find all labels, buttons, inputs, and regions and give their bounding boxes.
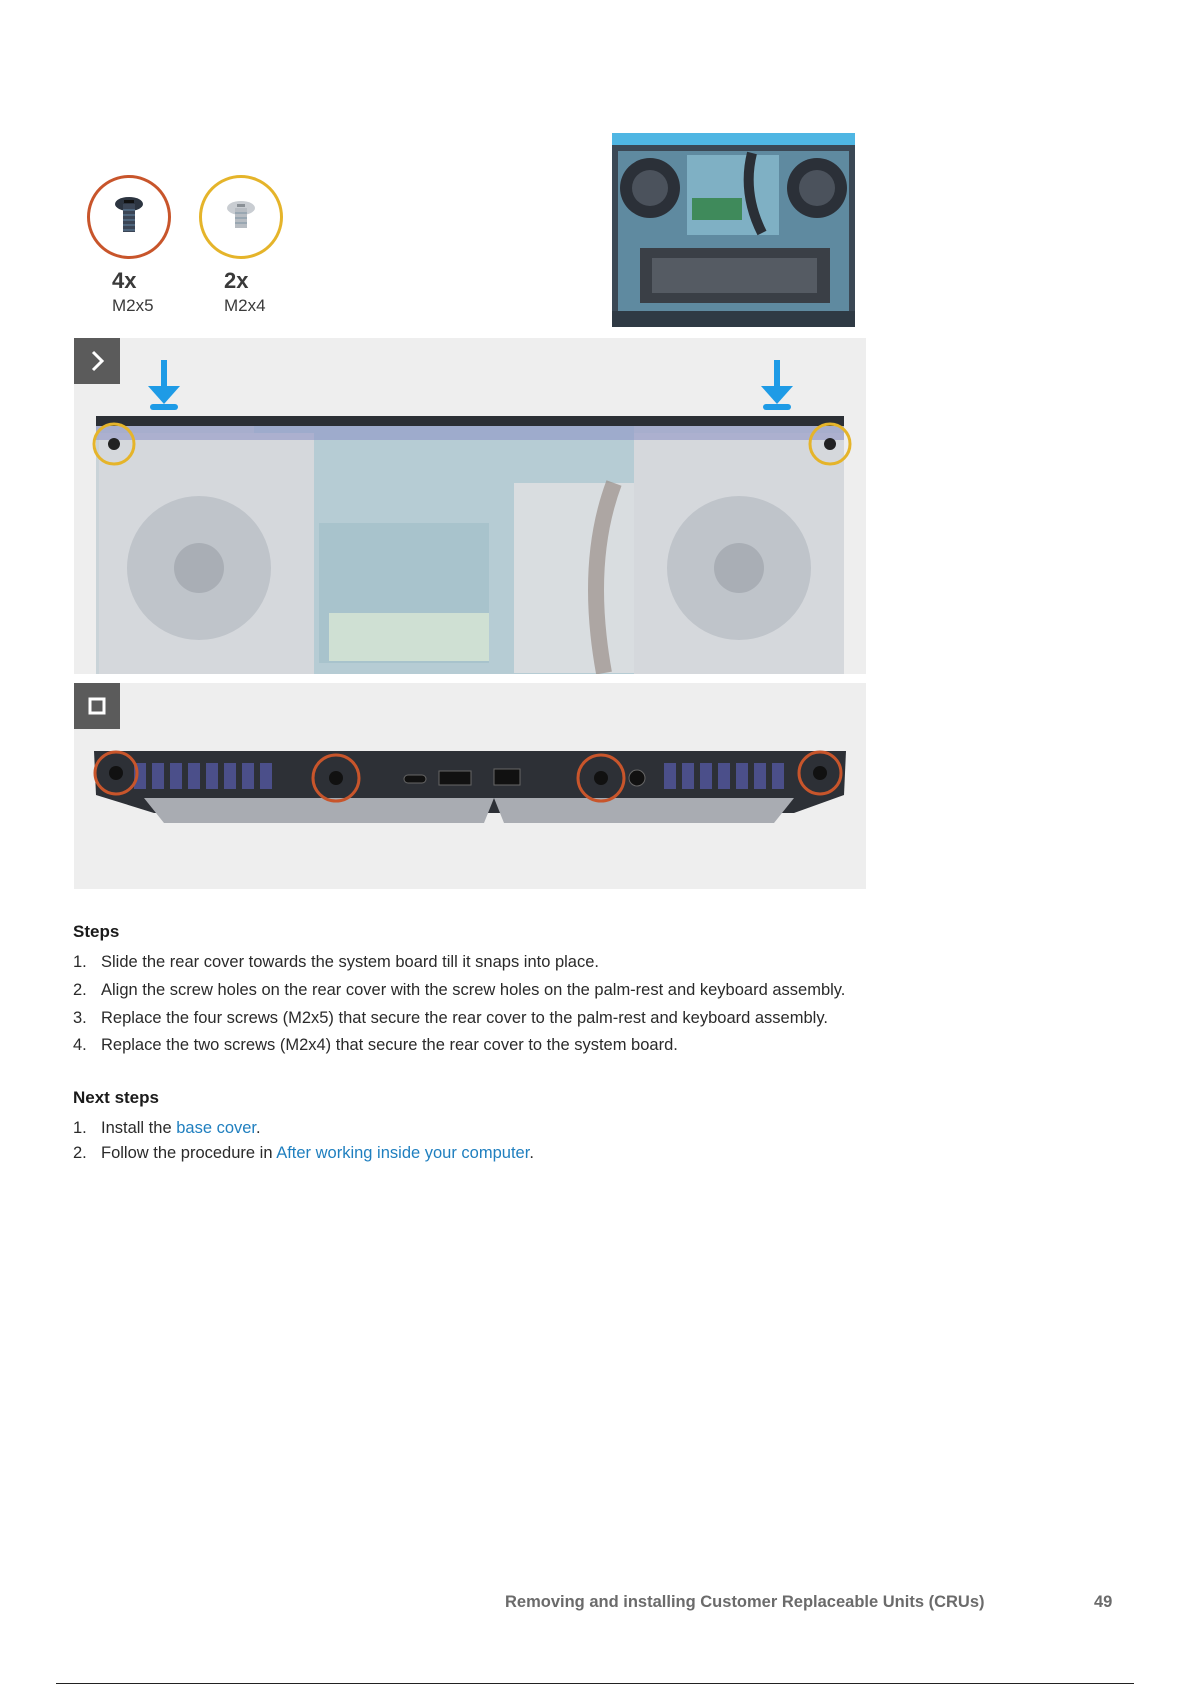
arrow-down-icon-left [148,360,180,410]
steps-heading: Steps [73,922,120,941]
after-working-inside-link[interactable]: After working inside your computer [276,1144,530,1162]
screw-m2x4-quantity: 2x [224,268,249,293]
step-text: Slide the rear cover towards the system board till it snaps into place. [101,953,599,971]
black-screw-icon [90,178,168,256]
step-text: Follow the procedure in [101,1144,277,1162]
step-number: 2. [73,1144,87,1162]
step-number: 1. [73,953,87,971]
screw-m2x5-icon [87,175,171,259]
figure-panel-screws [74,683,866,889]
page-number: 49 [1094,1593,1113,1611]
silver-screw-icon [202,178,280,256]
step-item-4 [73,1036,678,1055]
step-text-end: . [529,1144,534,1162]
step-number: 4. [73,1036,87,1054]
step-stop-icon [74,683,120,729]
screw-m2x5-quantity: 4x [112,268,137,293]
rear-cover-screws-illustration [74,683,866,889]
step-text: Install the [101,1119,177,1137]
step-text: Align the screw holes on the rear cover with the screw holes on the palm-rest and keyboard assembly. [101,981,846,999]
step-text: Replace the two screws (M2x4) that secure the rear cover to the system board. [101,1036,678,1054]
footer-section-title: Removing and installing Customer Replaceable Units (CRUs) [505,1593,985,1611]
step-number: 1. [73,1119,87,1137]
screw-m2x4-size: M2x4 [224,296,266,315]
screw-m2x4-icon [199,175,283,259]
laptop-overview-image [612,133,855,327]
step-text-end: . [256,1119,261,1137]
step-text: Replace the four screws (M2x5) that secure the rear cover to the palm-rest and keyboard assembly. [101,1009,828,1027]
arrow-down-icon-right [761,360,793,410]
step-number: 3. [73,1009,87,1027]
base-cover-link[interactable]: base cover [176,1119,257,1137]
next-step-item-1 [73,1119,261,1138]
figure-panel-slide [74,338,866,674]
step-item-3 [73,1009,828,1028]
step-item-1 [73,953,599,972]
next-steps-heading: Next steps [73,1088,159,1107]
step-item-2 [73,981,845,1000]
next-step-item-2 [73,1144,534,1163]
step-number: 2. [73,981,87,999]
rear-cover-slide-illustration [74,338,866,674]
step-next-icon [74,338,120,384]
screw-m2x5-size: M2x5 [112,296,154,315]
